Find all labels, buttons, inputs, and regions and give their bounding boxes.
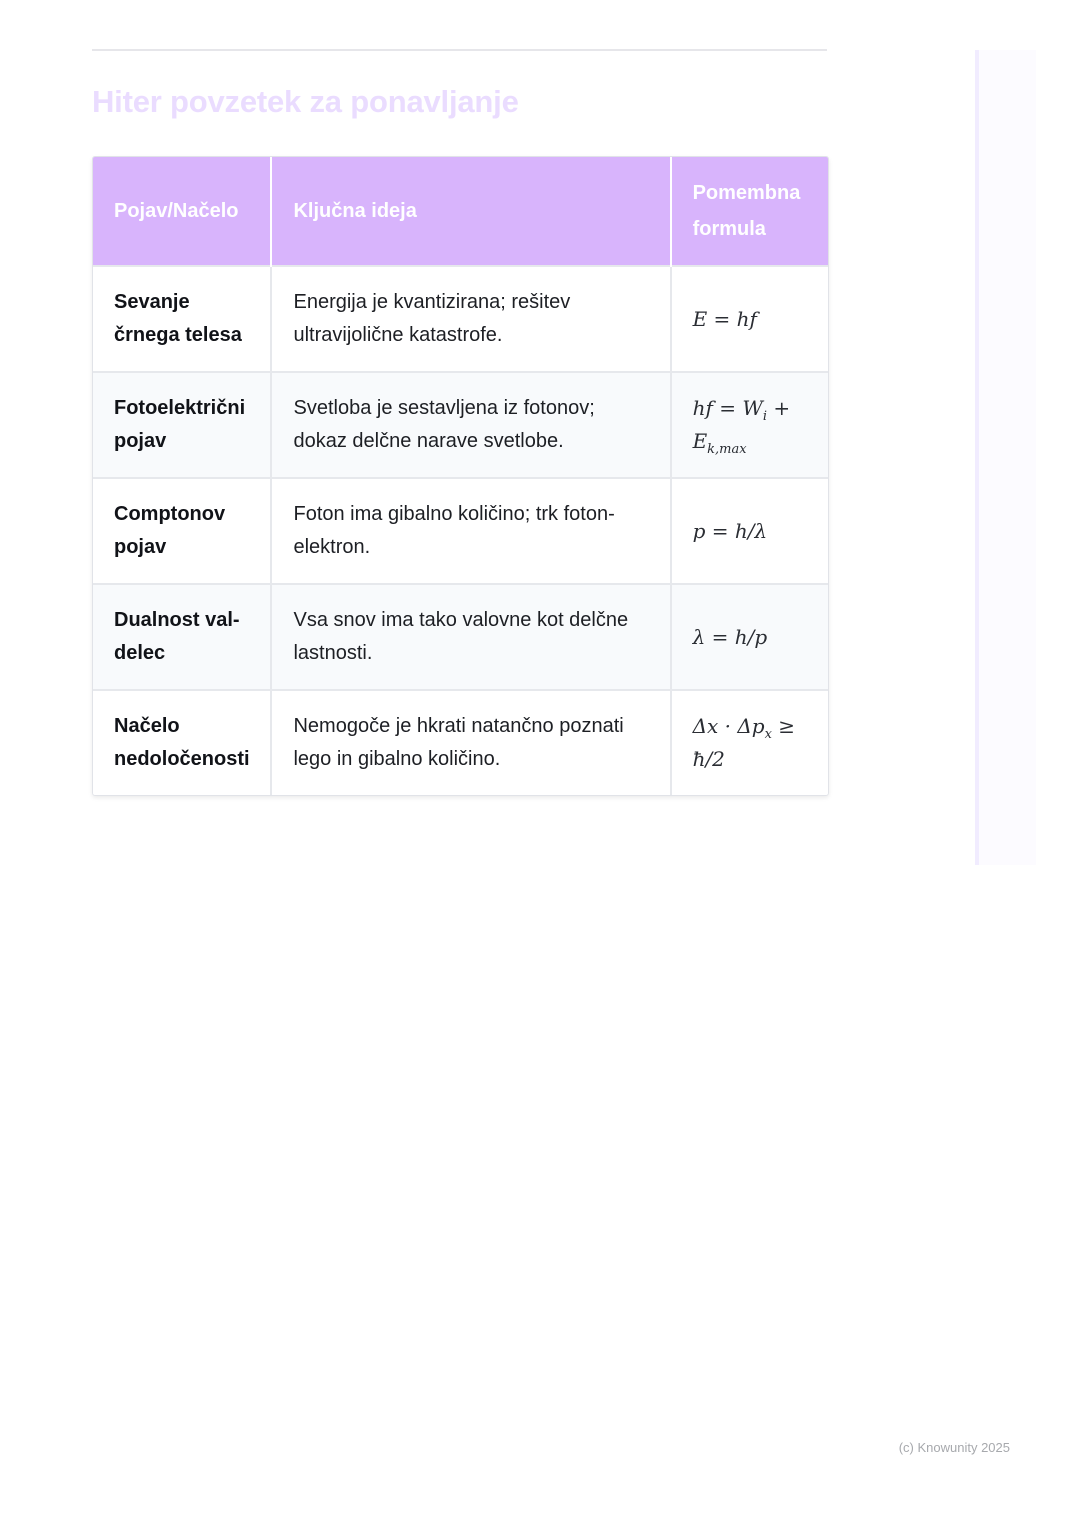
row-idea: Energija je kvantizirana; rešitev ultravijolične katastrofe. (271, 266, 670, 372)
row-name: Comptonov pojav (93, 478, 271, 584)
row-idea: Nemogoče je hkrati natančno poznati lego in gibalno količino. (271, 690, 670, 795)
header-key-idea: Ključna ideja (271, 157, 670, 266)
formula-subscript: k,max (707, 442, 747, 457)
side-margin-strip (975, 50, 1036, 865)
formula-text: + E (692, 396, 791, 453)
row-idea: Vsa snov ima tako valovne kot delčne lastnosti. (271, 584, 670, 690)
row-formula: E = hf (671, 266, 828, 372)
row-name: Sevanje črnega telesa (93, 266, 271, 372)
top-divider (92, 49, 827, 51)
table-row (93, 478, 828, 584)
copyright-footer: (c) Knowunity 2025 (898, 1440, 1010, 1455)
summary-table (92, 156, 829, 796)
row-formula (671, 690, 828, 795)
table-header-row (93, 157, 828, 266)
formula-subscript: x (764, 727, 772, 742)
formula-text: Δx · Δp (692, 714, 765, 738)
table-row (93, 266, 828, 372)
row-idea: Foton ima gibalno količino; trk foton-elektron. (271, 478, 670, 584)
header-formula: Pomembna formula (671, 157, 828, 266)
row-formula: p = h/λ (671, 478, 828, 584)
header-phenomenon: Pojav/Načelo (93, 157, 271, 266)
table-row (93, 690, 828, 795)
row-formula (671, 372, 828, 478)
formula-text: hf = W (692, 396, 763, 420)
table-row (93, 372, 828, 478)
row-idea: Svetloba je sestavljena iz fotonov; dokaz delčne narave svetlobe. (271, 372, 670, 478)
row-name: Fotoelektrični pojav (93, 372, 271, 478)
row-formula: λ = h/p (671, 584, 828, 690)
formula-subscript: i (762, 409, 768, 424)
row-name: Dualnost val-delec (93, 584, 271, 690)
formula-text: ≥ ħ/2 (692, 714, 796, 771)
section-heading: Hiter povzetek za ponavljanje (92, 84, 519, 119)
table-row (93, 584, 828, 690)
row-name: Načelo nedoločenosti (93, 690, 271, 795)
